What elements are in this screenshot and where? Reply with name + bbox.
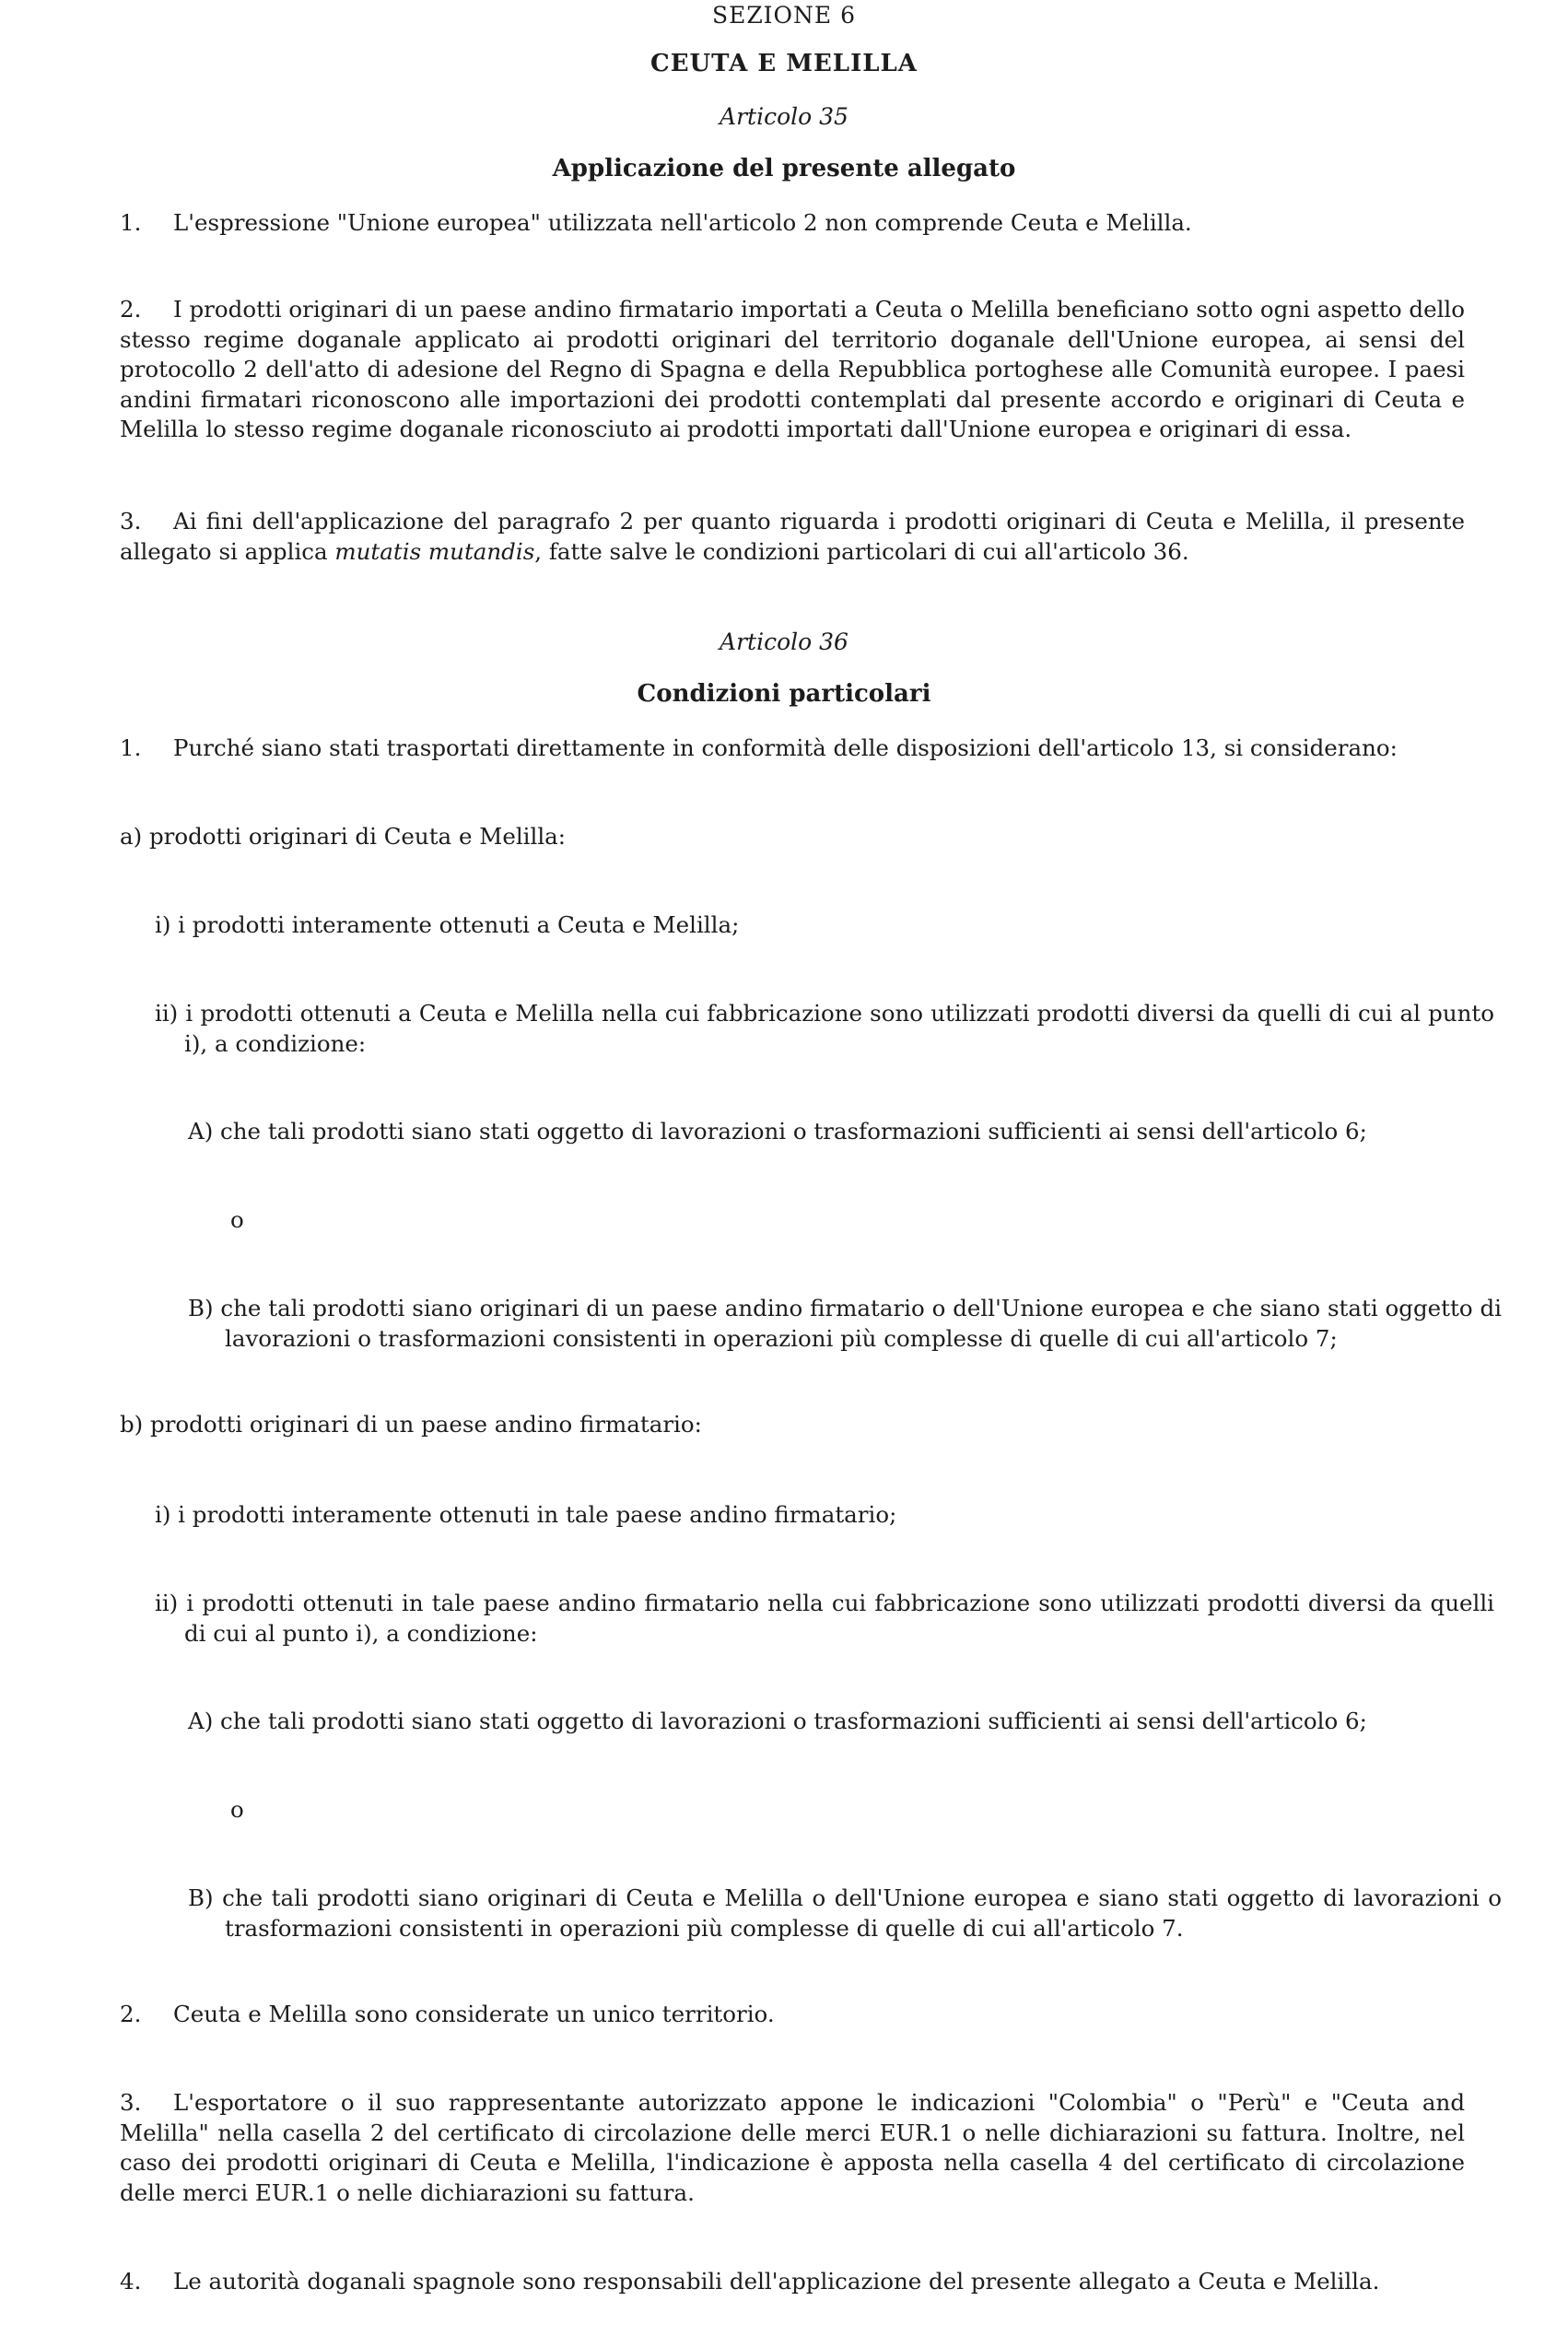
- article-35-number: Articolo 35: [720, 103, 848, 130]
- paragraph-number: 1.: [120, 209, 142, 236]
- list-item-a: a) prodotti originari di Ceuta e Melilla:: [120, 823, 567, 850]
- article-35-paragraph-2: [120, 295, 1465, 445]
- article-36-number: Articolo 36: [720, 628, 848, 655]
- list-item-a-ii: ii) i prodotti ottenuti a Ceuta e Melilla nella cui fabbricazione sono utilizzati prodotti diversi da quelli di cui al punto i), a condizione:: [155, 1000, 1494, 1057]
- article-35-paragraph-1: [120, 208, 1465, 239]
- list-item-b-B: B) che tali prodotti siano originari di Ceuta e Melilla o dell'Unione europea e siano stati oggetto di lavorazioni o trasformazioni consistenti in operazioni più complesse di quelle di cui all'articolo 7.: [188, 1884, 1502, 1942]
- list-item-a-i: i) i prodotti interamente ottenuti a Ceuta e Melilla;: [155, 911, 740, 938]
- section-label: SEZIONE 6: [711, 2, 857, 29]
- list-item-b-i: i) i prodotti interamente ottenuti in tale paese andino firmatario;: [155, 1501, 897, 1528]
- paragraph-number: 1.: [120, 734, 142, 761]
- article-36-paragraph-1: [120, 734, 1465, 764]
- article-35-title: Applicazione del presente allegato: [552, 155, 1016, 182]
- article-36-title: Condizioni particolari: [637, 680, 931, 708]
- article-36-paragraph-2: [120, 2000, 1465, 2030]
- paragraph-text: Ceuta e Melilla sono considerate un unico territorio.: [173, 2001, 775, 2027]
- list-item-a-A: A) che tali prodotti siano stati oggetto di lavorazioni o trasformazioni sufficienti ai sensi dell'articolo 6;: [188, 1118, 1367, 1145]
- paragraph-text-end: , fatte salve le condizioni particolari di cui all'articolo 36.: [534, 537, 1189, 565]
- paragraph-text: I prodotti originari di un paese andino firmatario importati a Ceuta o Melilla beneficiano sotto ogni aspetto dello stesso regime doganale applicato ai prodotti originari del territorio doganale dell'Unione europea, ai sensi del protocollo 2 dell'atto di adesione del Regno di Spagna e della Repubblica portoghese alle Comunità europee. I paesi andini firmatari riconoscono alle importazioni dei prodotti contemplati dal presente accordo e originari di Ceuta e Melilla lo stesso regime doganale riconosciuto ai prodotti importati dall'Unione europea e originari di essa.: [120, 296, 1465, 442]
- list-item-a-or: o: [230, 1206, 244, 1233]
- list-item-b: b) prodotti originari di un paese andino firmatario:: [120, 1411, 702, 1438]
- article-36-paragraph-4: [120, 2267, 1465, 2297]
- list-item-b-A: A) che tali prodotti siano stati oggetto di lavorazioni o trasformazioni sufficienti ai sensi dell'articolo 6;: [188, 1708, 1367, 1734]
- article-36-paragraph-3: [120, 2088, 1465, 2208]
- paragraph-text: L'esportatore o il suo rappresentante autorizzato appone le indicazioni "Colombia" o "Perù" e "Ceuta and Melilla" nella casella 2 del certificato di circolazione delle merci EUR.1 o nelle dichiarazioni su fattura. Inoltre, nel caso dei prodotti originari di Ceuta e Melilla, l'indicazione è apposta nella casella 4 del certificato di circolazione delle merci EUR.1 o nelle dichiarazioni su fattura.: [120, 2089, 1465, 2206]
- paragraph-number: 3.: [120, 508, 142, 534]
- paragraph-number: 2.: [120, 296, 142, 323]
- paragraph-text: Ai fini dell'applicazione del paragrafo 2 per quanto riguarda i prodotti originari di Ceuta e Melilla, il presente allegato si applica: [120, 508, 1465, 565]
- list-item-b-ii: ii) i prodotti ottenuti in tale paese andino firmatario nella cui fabbricazione sono utilizzati prodotti diversi da quelli di cui al punto i), a condizione:: [155, 1590, 1494, 1647]
- article-35-paragraph-3: [120, 507, 1465, 567]
- paragraph-text: Le autorità doganali spagnole sono responsabili dell'applicazione del presente allegato a Ceuta e Melilla.: [173, 2268, 1380, 2295]
- paragraph-number: 3.: [120, 2089, 142, 2116]
- paragraph-number: 2.: [120, 2001, 142, 2027]
- paragraph-text: L'espressione "Unione europea" utilizzata nell'articolo 2 non comprende Ceuta e Melilla.: [173, 209, 1192, 236]
- paragraph-italic-text: mutatis mutandis: [334, 537, 535, 565]
- paragraph-text: Purché siano stati trasportati direttamente in conformità delle disposizioni dell'articolo 13, si considerano:: [173, 734, 1398, 761]
- list-item-a-B: B) che tali prodotti siano originari di un paese andino firmatario o dell'Unione europea e che siano stati oggetto di lavorazioni o trasformazioni consistenti in operazioni più complesse di quelle di cui all'articolo 7;: [188, 1295, 1502, 1352]
- list-item-b-or: o: [230, 1796, 244, 1823]
- section-title: CEUTA E MELILLA: [650, 50, 918, 77]
- paragraph-number: 4.: [120, 2268, 142, 2295]
